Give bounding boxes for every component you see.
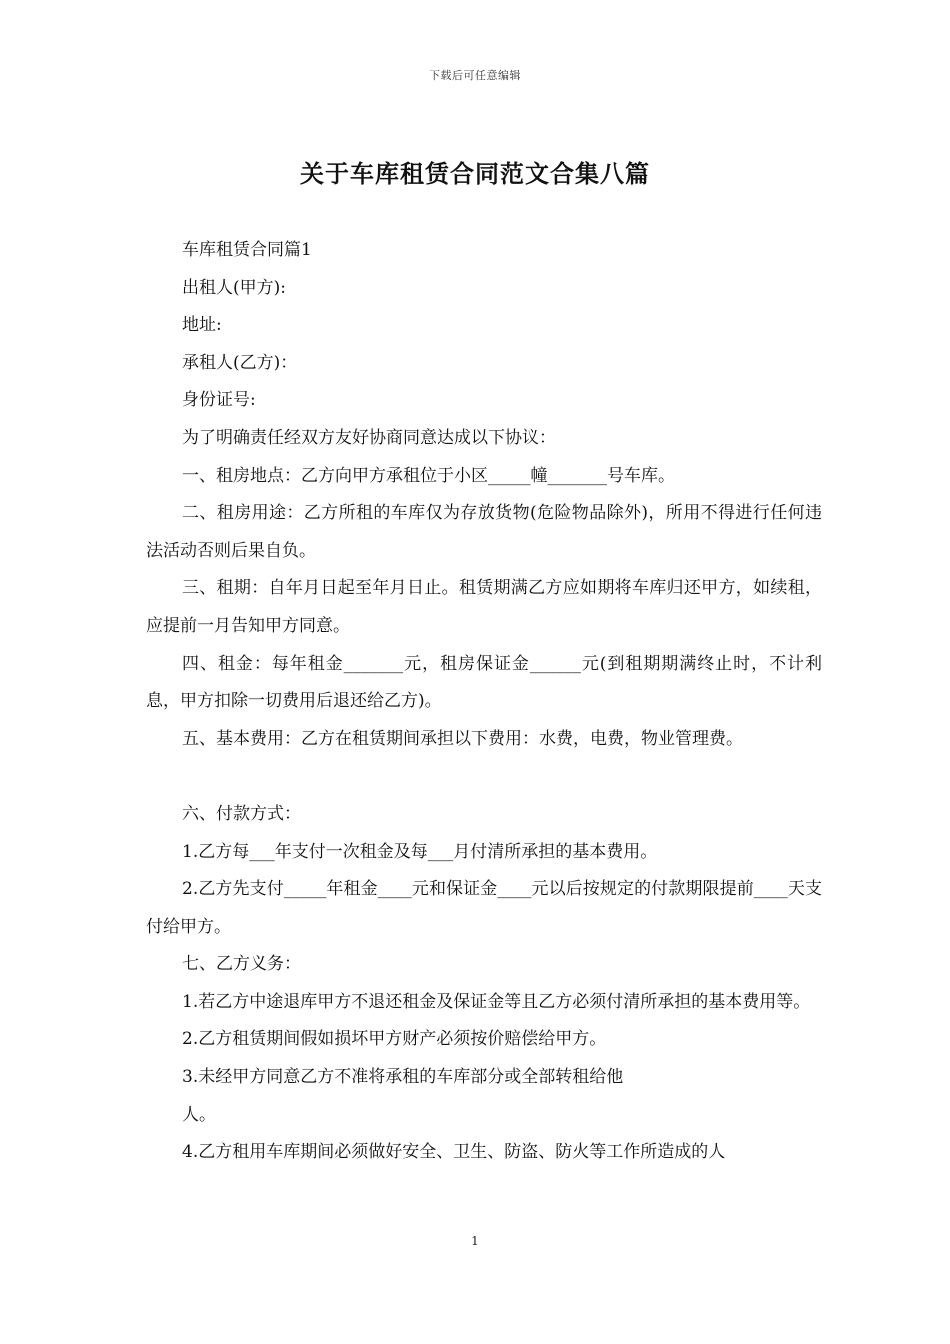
id-number-line: 身份证号: (182, 390, 256, 411)
page-header-note: 下载后可任意编辑 (429, 69, 521, 82)
blank-line (146, 758, 822, 796)
payment-item-2: 2.乙方先支付_____年租金____元和保证金____元以后按规定的付款期限提前____天支付给甲方。 (146, 879, 822, 937)
lessee-line: 承租人(乙方)： (182, 352, 298, 373)
lessor-line: 出租人(甲方): (182, 277, 286, 298)
document-title: 关于车库租赁合同范文合集八篇 (300, 159, 650, 188)
obligation-item-2: 2.乙方租赁期间假如损坏甲方财产必须按价赔偿给甲方。 (182, 1029, 607, 1050)
clause-term: 三、租期：自年月日起至年月日止。租赁期满乙方应如期将车库归还甲方，如续租，应提前一月告知甲方同意。 (146, 578, 822, 636)
document-body (146, 232, 822, 1172)
agreement-intro: 为了明确责任经双方友好协商同意达成以下协议： (182, 427, 556, 448)
payment-item-1: 1.乙方每___年支付一次租金及每___月付清所承担的基本费用。 (182, 841, 658, 862)
obligation-item-3-continued: 人。 (182, 1104, 216, 1125)
clause-rent: 四、租金：每年租金_______元，租房保证金______元(到租期期满终止时，不计利息，甲方扣除一切费用后退还给乙方)。 (146, 653, 822, 712)
clause-usage: 二、租房用途：乙方所租的车库仅为存放货物(危险物品除外)，所用不得进行任何违法活动否则后果自负。 (146, 503, 822, 561)
section-heading: 车库租赁合同篇1 (182, 240, 312, 260)
obligation-item-4: 4.乙方租用车库期间必须做好安全、卫生、防盗、防火等工作所造成的人 (182, 1142, 726, 1163)
obligation-item-3: 3.未经甲方同意乙方不准将承租的车库部分或全部转租给他 (182, 1067, 624, 1088)
clause-basic-fees: 五、基本费用：乙方在租赁期间承担以下费用：水费，电费，物业管理费。 (182, 728, 743, 749)
address-line: 地址: (182, 315, 222, 336)
clause-payment-heading: 六、付款方式： (182, 803, 301, 824)
obligation-item-1: 1.若乙方中途退库甲方不退还租金及保证金等且乙方必须付清所承担的基本费用等。 (182, 991, 811, 1012)
clause-obligations-heading: 七、乙方义务： (182, 954, 301, 975)
page-number: 1 (471, 1234, 479, 1248)
clause-location: 一、租房地点：乙方向甲方承租位于小区_____幢_______号车库。 (182, 465, 675, 486)
